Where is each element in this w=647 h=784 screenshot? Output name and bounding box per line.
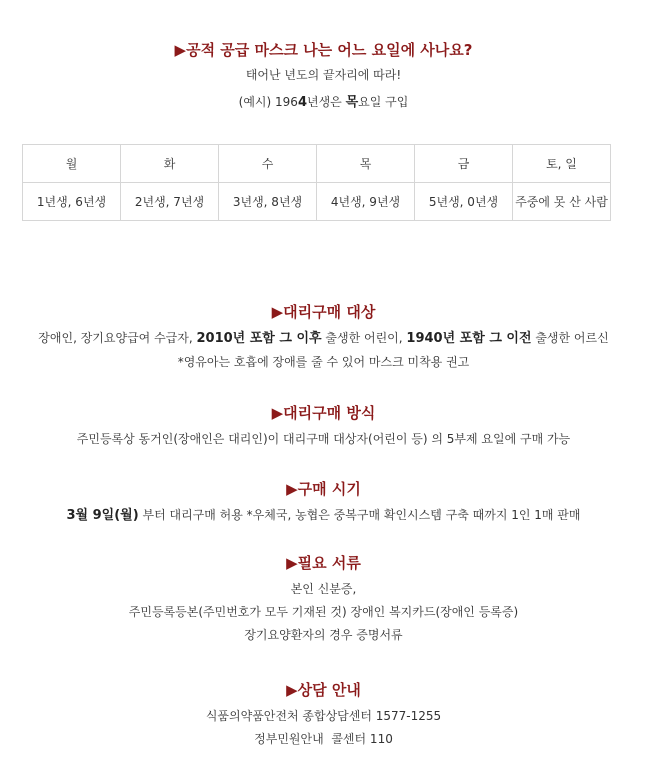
table-cell: 주중에 못 산 사람 xyxy=(513,183,611,221)
example-digit: 4 xyxy=(297,95,307,110)
table-cell: 2년생, 7년생 xyxy=(121,183,219,221)
proxy-target-p2: 2010년 포함 그 이후 xyxy=(196,331,322,346)
proxy-method-title: ▶대리구매 방식 xyxy=(271,404,376,422)
purchase-time-section xyxy=(0,479,647,525)
proxy-target-p1: 장애인, 장기요양급여 수급자, xyxy=(38,331,197,345)
intro-block xyxy=(0,40,647,112)
example-prefix: (예시) 196 xyxy=(238,95,298,109)
schedule-table-wrap xyxy=(22,144,611,221)
proxy-target-p3: 출생한 어린이, xyxy=(321,331,407,345)
proxy-method-section xyxy=(0,403,647,448)
example-suffix: 요일 구입 xyxy=(358,95,409,109)
schedule-table xyxy=(22,144,611,221)
documents-section xyxy=(0,553,647,644)
table-header-cell: 토, 일 xyxy=(513,145,611,183)
documents-line: 장기요양환자의 경우 증명서류 xyxy=(244,628,403,642)
example-mid: 년생은 xyxy=(306,95,346,109)
table-header-cell: 수 xyxy=(219,145,317,183)
table-header-cell: 화 xyxy=(121,145,219,183)
table-header-cell: 월 xyxy=(23,145,121,183)
proxy-method-text: 주민등록상 동거인(장애인은 대리인)이 대리구매 대상자(어린이 등) 의 5부제 요일에 구매 가능 xyxy=(76,432,571,446)
documents-title: ▶필요 서류 xyxy=(286,554,361,572)
proxy-target-section xyxy=(0,302,647,371)
table-cell: 1년생, 6년생 xyxy=(23,183,121,221)
intro-subtitle: 태어난 년도의 끝자리에 따라! xyxy=(245,68,402,82)
table-cell: 3년생, 8년생 xyxy=(219,183,317,221)
proxy-target-text xyxy=(0,329,647,348)
table-cell: 5년생, 0년생 xyxy=(415,183,513,221)
consult-title: ▶상담 안내 xyxy=(286,681,361,699)
intro-example xyxy=(0,93,647,112)
documents-line: 본인 신분증, xyxy=(290,582,357,596)
purchase-time-title: ▶구매 시기 xyxy=(286,480,361,498)
proxy-target-p5: 출생한 어르신 xyxy=(531,331,609,345)
example-day: 목 xyxy=(345,95,359,110)
purchase-time-desc: 부터 대리구매 허용 *우체국, 농협은 중복구매 확인시스템 구축 때까지 1인 1매 판매 xyxy=(138,508,581,522)
documents-line: 주민등록등본(주민번호가 모두 기재된 것) 장애인 복지카드(장애인 등록증) xyxy=(128,605,519,619)
purchase-time-date: 3월 9일(월) xyxy=(66,508,139,523)
consult-section xyxy=(0,680,647,748)
table-cell: 4년생, 9년생 xyxy=(317,183,415,221)
purchase-time-text xyxy=(0,506,647,525)
table-header-cell: 금 xyxy=(415,145,513,183)
proxy-target-p4: 1940년 포함 그 이전 xyxy=(406,331,532,346)
consult-line: 정부민원안내 콜센터 110 xyxy=(254,732,393,746)
proxy-target-title: ▶대리구매 대상 xyxy=(271,303,376,321)
proxy-target-note: *영유아는 호흡에 장애를 줄 수 있어 마스크 미착용 권고 xyxy=(177,355,470,369)
consult-line: 식품의약품안전처 종합상담센터 1577-1255 xyxy=(205,709,442,723)
table-header-cell: 목 xyxy=(317,145,415,183)
intro-title: ▶공적 공급 마스크 나는 어느 요일에 사나요? xyxy=(174,41,473,59)
table-header-row xyxy=(23,145,611,183)
table-row xyxy=(23,183,611,221)
